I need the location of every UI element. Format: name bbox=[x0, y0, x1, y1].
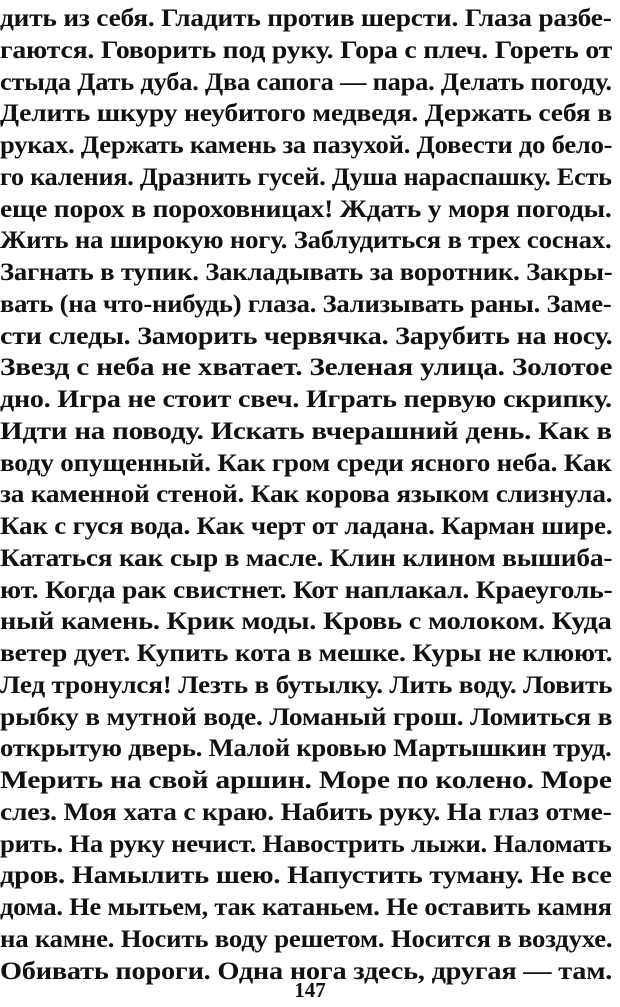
text-line: вать (на что-нибудь) глаза. Зализывать раны. Заме- bbox=[0, 288, 612, 318]
page-number: 147 bbox=[294, 978, 326, 1002]
text-line: ветер дует. Купить кота в мешке. Куры не клюют. bbox=[0, 638, 613, 667]
text-line: Обивать пороги. Одна нога здесь, другая — там. bbox=[0, 955, 613, 985]
text-line: гаются. Говорить под руку. Гора с плеч. Гореть от bbox=[0, 34, 613, 64]
text-line: Загнать в тупик. Закладывать за воротник. Закры- bbox=[0, 257, 613, 286]
text-line: за каменной стеной. Как корова языком слизнула. bbox=[0, 479, 613, 509]
text-line: Мерить на свой аршин. Море по колено. Море bbox=[0, 765, 612, 794]
text-line: Кататься как сыр в масле. Клин клином вышиба- bbox=[0, 542, 613, 572]
text-line: Звезд с неба не хватает. Зеленая улица. Золотое bbox=[0, 352, 613, 382]
text-line: дить из себя. Гладить против шерсти. Глаза разбе- bbox=[0, 3, 612, 32]
text-line: Как с гуся вода. Как черт от ладана. Карман шире. bbox=[0, 511, 613, 540]
text-line: дров. Намылить шею. Напустить туману. Не все bbox=[0, 860, 612, 890]
text-line: еще порох в пороховницах! Ждать у моря погоды. bbox=[0, 193, 612, 223]
text-line: Жить на широкую ногу. Заблудиться в трех соснах. bbox=[0, 225, 612, 255]
text-line: руках. Держать камень за пазухой. Довести до бело- bbox=[0, 130, 613, 159]
text-line: слез. Моя хата с краю. Набить руку. На глаз отме- bbox=[0, 796, 612, 826]
text-line: стыда Дать дуба. Два сапога — пара. Делать погоду. bbox=[0, 66, 612, 96]
text-line: на камне. Носить воду решетом. Носится в воздухе. bbox=[0, 923, 613, 953]
text-line: Лед тронулся! Лезть в бутылку. Лить воду. Ловить bbox=[0, 669, 613, 699]
text-line: дно. Игра не стоит свеч. Играть первую скрипку. bbox=[0, 384, 612, 413]
text-line: Делить шкуру неубитого медведя. Держать себя в bbox=[0, 98, 612, 128]
text-line: воду опущенный. Как гром среди ясного неба. Как bbox=[0, 447, 612, 477]
text-line: рыбку в мутной воде. Ломаный грош. Ломиться в bbox=[0, 701, 613, 731]
text-line: ют. Когда рак свистнет. Кот наплакал. Краеуголь- bbox=[0, 574, 613, 604]
text-line: Идти на поводу. Искать вчерашний день. Как в bbox=[0, 415, 612, 445]
text-line: го каления. Дразнить гусей. Душа нараспашку. Есть bbox=[0, 161, 612, 191]
text-line: рить. На руку нечист. Навострить лыжи. Наломать bbox=[0, 828, 612, 858]
text-line: открытую дверь. Малой кровью Мартышкин труд. bbox=[0, 733, 612, 763]
text-line: ный камень. Крик моды. Кровь с молоком. Куда bbox=[0, 606, 612, 636]
text-line: дома. Не мытьем, так катаньем. Не оставить камня bbox=[0, 892, 612, 921]
text-line: сти следы. Заморить червячка. Зарубить на носу. bbox=[0, 320, 613, 350]
